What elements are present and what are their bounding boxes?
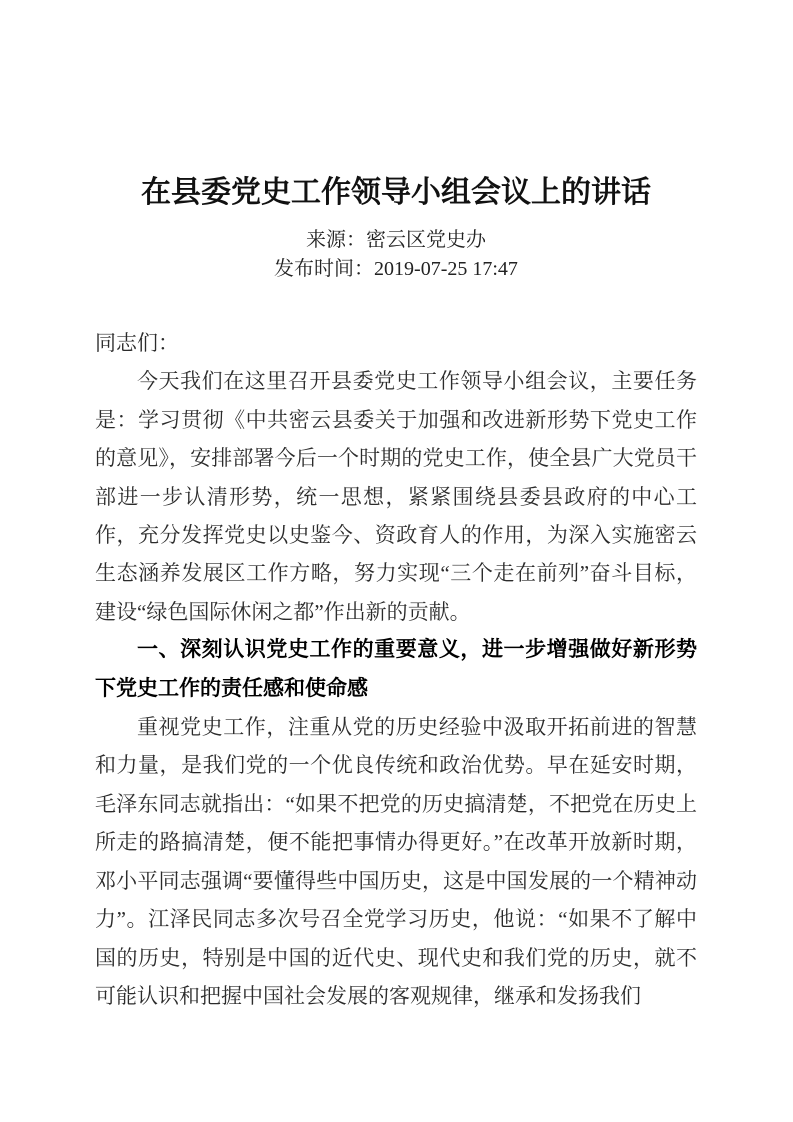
meta-source-line: 来源：密云区党史办 [306, 229, 486, 251]
meta-published-line: 发布时间：2019-07-25 17:47 [274, 258, 518, 280]
section-1-paragraph: 重视党史工作，注重从党的历史经验中汲取开拓前进的智慧和力量，是我们党的一个优良传统和政治优势。早在延安时期，毛泽东同志就指出：“如果不把党的历史搞清楚，不把党在历史上所走的路搞清楚，便不能把事情办得更好。”在改革开放新时期，邓小平同志强调“要懂得些中国历史，这是中国发展的一个精神动力”。江泽民同志多次号召全党学习历史，他说：“如果不了解中国的历史，特别是中国的近代史、现代史和我们党的历史，就不可能认识和把握中国社会发展的客观规律，继承和发扬我们 [95, 715, 697, 1008]
salutation-line: 同志们： [95, 331, 179, 355]
document-body [95, 324, 697, 1015]
document-title: 在县委党史工作领导小组会议上的讲话 [141, 176, 651, 209]
intro-paragraph: 今天我们在这里召开县委党史工作领导小组会议，主要任务是：学习贯彻《中共密云县委关于加强和改进新形势下党史工作的意见》，安排部署今后一个时期的党史工作，使全县广大党员干部进一步认清形势，统一思想，紧紧围绕县委县政府的中心工作，充分发挥党史以史鉴今、资政育人的作用，为深入实施密云生态涵养发展区工作方略，努力实现“三个走在前列”奋斗目标，建设“绿色国际休闲之都”作出新的贡献。 [95, 369, 697, 624]
section-1-heading: 一、深刻认识党史工作的重要意义，进一步增强做好新形势下党史工作的责任感和使命感 [95, 638, 697, 700]
document-meta [95, 226, 697, 284]
